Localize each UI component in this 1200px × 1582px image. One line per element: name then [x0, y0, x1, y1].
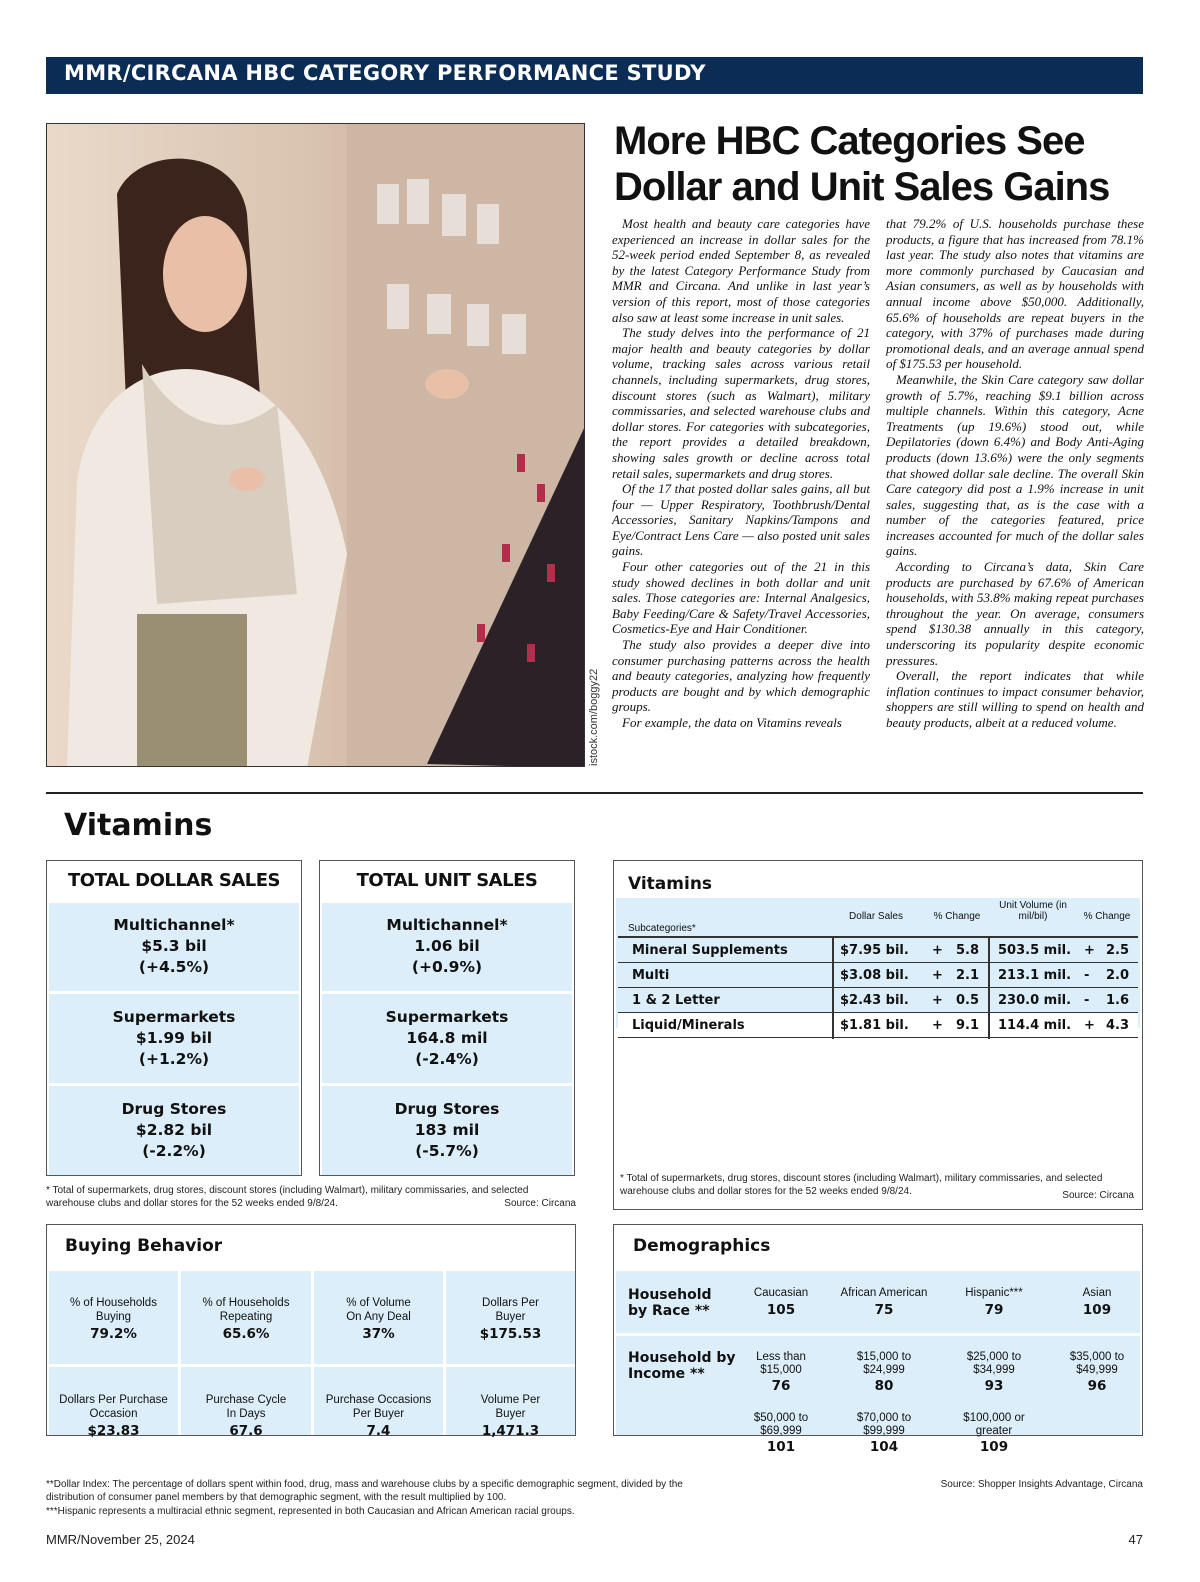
race-cell	[1042, 1287, 1152, 1316]
row-name: Mineral Supplements	[632, 943, 788, 958]
bb-label: Volume Per Buyer	[480, 1394, 541, 1420]
row-dollars: $1.81 bil.	[840, 1018, 909, 1033]
bb-label: Dollars Per Purchase Occasion	[59, 1394, 168, 1420]
cell-value: 164.8 mil	[406, 1029, 488, 1047]
bb-label: % of Households Buying	[70, 1297, 157, 1323]
row-dollars: $3.08 bil.	[840, 968, 909, 983]
bb-label: Purchase Occasions Per Buyer	[325, 1394, 432, 1420]
cell-change: (+4.5%)	[138, 958, 210, 976]
demo-label: $35,000 to $49,999	[1069, 1351, 1125, 1376]
demo-value: 93	[984, 1378, 1004, 1394]
row-unit-sign: +	[1084, 1018, 1095, 1033]
cell-label: Drug Stores	[394, 1100, 500, 1118]
cell-value: $5.3 bil	[141, 937, 207, 955]
paragraph: Meanwhile, the Skin Care category saw dollar growth of 5.7%, reaching $9.1 billion across multiple channels. Within this category, Acne Treatments (up 19.6%) stood out, while Depilatories (down 6.4%) and Body Anti-Aging products (down 13.6%) were the only segments that showed dollar sale decline. The overall Skin Care category did post a 1.9% increase in unit sales, suggesting that, as is the case with a number of the categories featured, price increases accounted for much of the dollar sales gains.	[886, 371, 1144, 559]
race-cell	[829, 1287, 939, 1316]
row-dollars: $2.43 bil.	[840, 993, 909, 1008]
income-cell	[726, 1412, 836, 1454]
demographics-panel	[613, 1224, 1143, 1455]
table-source: Source: Circana	[1062, 1190, 1134, 1201]
issue-date: MMR/November 25, 2024	[46, 1532, 195, 1547]
row-unit-change: 2.0	[1106, 968, 1130, 983]
table-title: Vitamins	[628, 874, 713, 894]
demo-label: $25,000 to $34,999	[966, 1351, 1022, 1376]
cell-change: (-2.4%)	[415, 1050, 479, 1068]
cell-change: (+1.2%)	[138, 1050, 210, 1068]
total-dollar-sales-box	[46, 860, 302, 1176]
table-footnote: * Total of supermarkets, drug stores, discount stores (including Walmart), military commissaries, and selected warehouse clubs and dollar stores for the 52 weeks ended 9/8/24.	[620, 1173, 1103, 1197]
dollar-drugstores-cell	[49, 1086, 299, 1175]
paragraph: For example, the data on Vitamins reveals	[622, 715, 842, 730]
study-banner: MMR/CIRCANA HBC CATEGORY PERFORMANCE STUDY	[46, 57, 1143, 94]
bb-cell	[314, 1367, 443, 1439]
bb-label: % of Volume On Any Deal	[346, 1297, 411, 1323]
demo-value: 101	[766, 1439, 796, 1455]
paragraph: Four other categories out of the 21 in this study showed declines in both dollar and unit sales. Those categories are: Internal Analgesics, Baby Feeding/Care & Safety/Travel Accessories, Cosmetics-Eye and Hair Conditioner.	[612, 559, 870, 637]
column-divider	[988, 938, 990, 1039]
box-title: TOTAL DOLLAR SALES	[68, 870, 280, 891]
row-dollars: $7.95 bil.	[840, 943, 909, 958]
row-units: 114.4 mil.	[998, 1018, 1072, 1033]
header-pct-change: % Change	[933, 911, 981, 922]
demo-value: 80	[874, 1378, 894, 1394]
demo-value: 104	[869, 1439, 899, 1455]
left-footnote: * Total of supermarkets, drug stores, discount stores (including Walmart), military commissaries, and selected warehouse clubs and dollar stores for the 52 weeks ended 9/8/24.	[46, 1185, 529, 1209]
table-row	[618, 988, 1138, 1013]
headline: More HBC Categories See Dollar and Unit Sales Gains	[614, 119, 1110, 209]
unit-multichannel-cell	[322, 903, 572, 991]
row-dollar-change: 2.1	[956, 968, 980, 983]
section-divider	[46, 792, 1143, 794]
row-unit-change: 1.6	[1106, 993, 1130, 1008]
row-dollar-change: 9.1	[956, 1018, 980, 1033]
row-units: 503.5 mil.	[998, 943, 1072, 958]
row-units: 213.1 mil.	[998, 968, 1072, 983]
demo-label: $70,000 to $99,999	[856, 1412, 912, 1437]
row-units: 230.0 mil.	[998, 993, 1072, 1008]
vitamins-subcategory-table	[613, 860, 1143, 1210]
bb-cell	[181, 1367, 311, 1439]
bb-cell	[314, 1271, 443, 1364]
income-label: Household by Income **	[628, 1350, 736, 1382]
demo-value: 109	[979, 1439, 1009, 1455]
panel-title: Buying Behavior	[65, 1236, 223, 1256]
panel-title: Demographics	[633, 1236, 771, 1256]
row-name: Liquid/Minerals	[632, 1018, 745, 1033]
table-row	[618, 938, 1138, 963]
bb-value: 65.6%	[222, 1326, 270, 1342]
income-cell	[829, 1412, 939, 1454]
demo-value: 96	[1087, 1378, 1107, 1394]
row-dollar-sign: +	[932, 993, 943, 1008]
bb-label: % of Households Repeating	[202, 1297, 290, 1323]
demo-value: 75	[874, 1301, 894, 1318]
row-name: Multi	[632, 968, 670, 983]
bb-cell	[446, 1367, 575, 1439]
buying-behavior-panel	[46, 1224, 576, 1439]
bb-value: 37%	[362, 1326, 395, 1342]
demo-value: 76	[771, 1378, 791, 1394]
row-dollar-sign: +	[932, 943, 943, 958]
demo-label: Less than $15,000	[756, 1351, 806, 1376]
row-dollar-change: 5.8	[956, 943, 980, 958]
left-source: Source: Circana	[504, 1198, 576, 1209]
header-subcategories: Subcategories*	[628, 923, 696, 934]
total-unit-sales-box	[319, 860, 575, 1176]
paragraph: The study delves into the performance of 21 major health and beauty categories by dollar volume, tracking sales across various retail channels, including supermarkets, drug stores, discount stores (such as Walmart), military commissaries, and selected warehouse clubs and dollar stores. For categories with subcategories, the report provides a detailed breakdown, showing sales growth or decline across total retail sales, supermarkets and drug stores.	[612, 325, 870, 481]
section-title: Vitamins	[64, 808, 213, 843]
income-cell	[829, 1351, 939, 1393]
dollar-multichannel-cell	[49, 903, 299, 991]
bb-value: $175.53	[479, 1326, 542, 1342]
demo-label: $100,000 or greater	[963, 1412, 1025, 1437]
cell-label: Supermarkets	[385, 1008, 509, 1026]
paragraph: According to Circana’s data, Skin Care products are purchased by 67.6% of American households, with 53.8% making repeat purchases throughout the year. On average, consumers spend $130.38 annually in this category, underscoring its popularity despite economic pressures.	[886, 559, 1144, 668]
bb-cell	[49, 1367, 178, 1439]
bb-label: Dollars Per Buyer	[482, 1297, 539, 1323]
bb-value: 1,471.3	[481, 1423, 540, 1439]
paragraph: that 79.2% of U.S. households purchase these products, a figure that has increased from 78.1% last year. The study also notes that vitamins are more commonly purchased by Caucasian and Asian consumers, as well as by households with annual income above $50,000. Additionally, 65.6% of households are repeat buyers in the category, with 37% of purchases made during promotional deals, and an average annual spend of $175.53 per household.	[886, 216, 1144, 372]
row-unit-change: 4.3	[1106, 1018, 1130, 1033]
demo-value: 109	[1082, 1301, 1112, 1318]
hispanic-note: ***Hispanic represents a multiracial ethnic segment, represented in both Caucasian and African American racial groups.	[46, 1506, 575, 1517]
race-cell	[726, 1287, 836, 1316]
photo-credit: istock.com/boggy22	[588, 668, 600, 766]
header-dollar-sales: Dollar Sales	[849, 911, 903, 922]
cell-label: Multichannel*	[386, 916, 508, 934]
cell-label: Multichannel*	[113, 916, 235, 934]
bb-value: 79.2%	[90, 1326, 137, 1342]
row-dollar-sign: +	[932, 1018, 943, 1033]
header-unit-change: % Change	[1083, 911, 1131, 922]
cell-value: 183 mil	[414, 1121, 480, 1139]
race-label: Household by Race **	[628, 1287, 712, 1319]
table-row	[618, 963, 1138, 988]
paragraph: The study also provides a deeper dive into consumer purchasing patterns across the health and beauty categories, analyzing how frequently products are bought and by which demographic groups.	[612, 637, 870, 715]
bb-value: 67.6	[229, 1423, 263, 1439]
demo-label: Caucasian	[753, 1287, 809, 1299]
unit-supermarkets-cell	[322, 994, 572, 1083]
cell-change: (-5.7%)	[415, 1142, 479, 1160]
row-dollar-change: 0.5	[956, 993, 980, 1008]
column-divider	[832, 938, 834, 1039]
demo-value: 79	[984, 1301, 1004, 1318]
demo-label: Hispanic***	[965, 1287, 1023, 1299]
box-title: TOTAL UNIT SALES	[356, 870, 538, 891]
demo-label: African American	[840, 1287, 928, 1299]
row-name: 1 & 2 Letter	[632, 993, 720, 1008]
cell-value: 1.06 bil	[414, 937, 480, 955]
cell-label: Drug Stores	[121, 1100, 227, 1118]
dollar-supermarkets-cell	[49, 994, 299, 1083]
bb-value: 7.4	[366, 1423, 391, 1439]
article-column-2	[886, 216, 1144, 731]
row-dollar-sign: +	[932, 968, 943, 983]
bb-label: Purchase Cycle In Days	[205, 1394, 287, 1420]
cell-value: $2.82 bil	[135, 1121, 213, 1139]
row-unit-sign: -	[1084, 993, 1090, 1008]
income-cell	[1042, 1351, 1152, 1393]
cell-change: (+0.9%)	[411, 958, 483, 976]
bb-cell	[446, 1271, 575, 1364]
bb-cell	[49, 1271, 178, 1364]
article-column-1	[612, 216, 870, 731]
paragraph: Overall, the report indicates that while inflation continues to impact consumer behavior, shoppers are still willing to spend on health and beauty products, albeit at a reduced volume.	[886, 668, 1144, 730]
shopper-photo	[46, 123, 585, 767]
paragraph: Most health and beauty care categories have experienced an increase in dollar sales for the 52-week period ended September 8, as revealed by the latest Category Performance Study from MMR and Circana. And unlike in last year’s version of this report, most of those categories also saw at least some increase in unit sales.	[612, 216, 870, 325]
paragraph: Of the 17 that posted dollar sales gains, all but four — Upper Respiratory, Toothbrush/Dental Accessories, Sanitary Napkins/Tampons and Eye/Contract Lens Care — also posted unit sales gains.	[612, 481, 870, 559]
table-row	[618, 1013, 1138, 1038]
header-unit-volume: Unit Volume (in mil/bil)	[999, 900, 1067, 922]
dollar-index-note: **Dollar Index: The percentage of dollars spent within food, drug, mass and warehouse clubs by a specific demographic segment, divided by the distribution of consumer panel members by that demographic segment, with the result multiplied by 100.	[46, 1479, 683, 1503]
row-unit-change: 2.5	[1106, 943, 1130, 958]
race-cell	[939, 1287, 1049, 1316]
income-cell	[939, 1351, 1049, 1393]
demo-label: $15,000 to $24,999	[856, 1351, 912, 1376]
unit-drugstores-cell	[322, 1086, 572, 1175]
bb-cell	[181, 1271, 311, 1364]
demo-value: 105	[766, 1301, 796, 1318]
income-cell	[726, 1351, 836, 1393]
cell-label: Supermarkets	[112, 1008, 236, 1026]
income-cell	[939, 1412, 1049, 1454]
demo-label: Asian	[1082, 1287, 1112, 1299]
cell-value: $1.99 bil	[135, 1029, 213, 1047]
row-unit-sign: +	[1084, 943, 1095, 958]
page-number: 47	[1128, 1532, 1143, 1547]
cell-change: (-2.2%)	[142, 1142, 206, 1160]
demographics-source: Source: Shopper Insights Advantage, Circana	[940, 1479, 1143, 1490]
bb-value: $23.83	[87, 1423, 140, 1439]
row-unit-sign: -	[1084, 968, 1090, 983]
demo-label: $50,000 to $69,999	[753, 1412, 809, 1437]
